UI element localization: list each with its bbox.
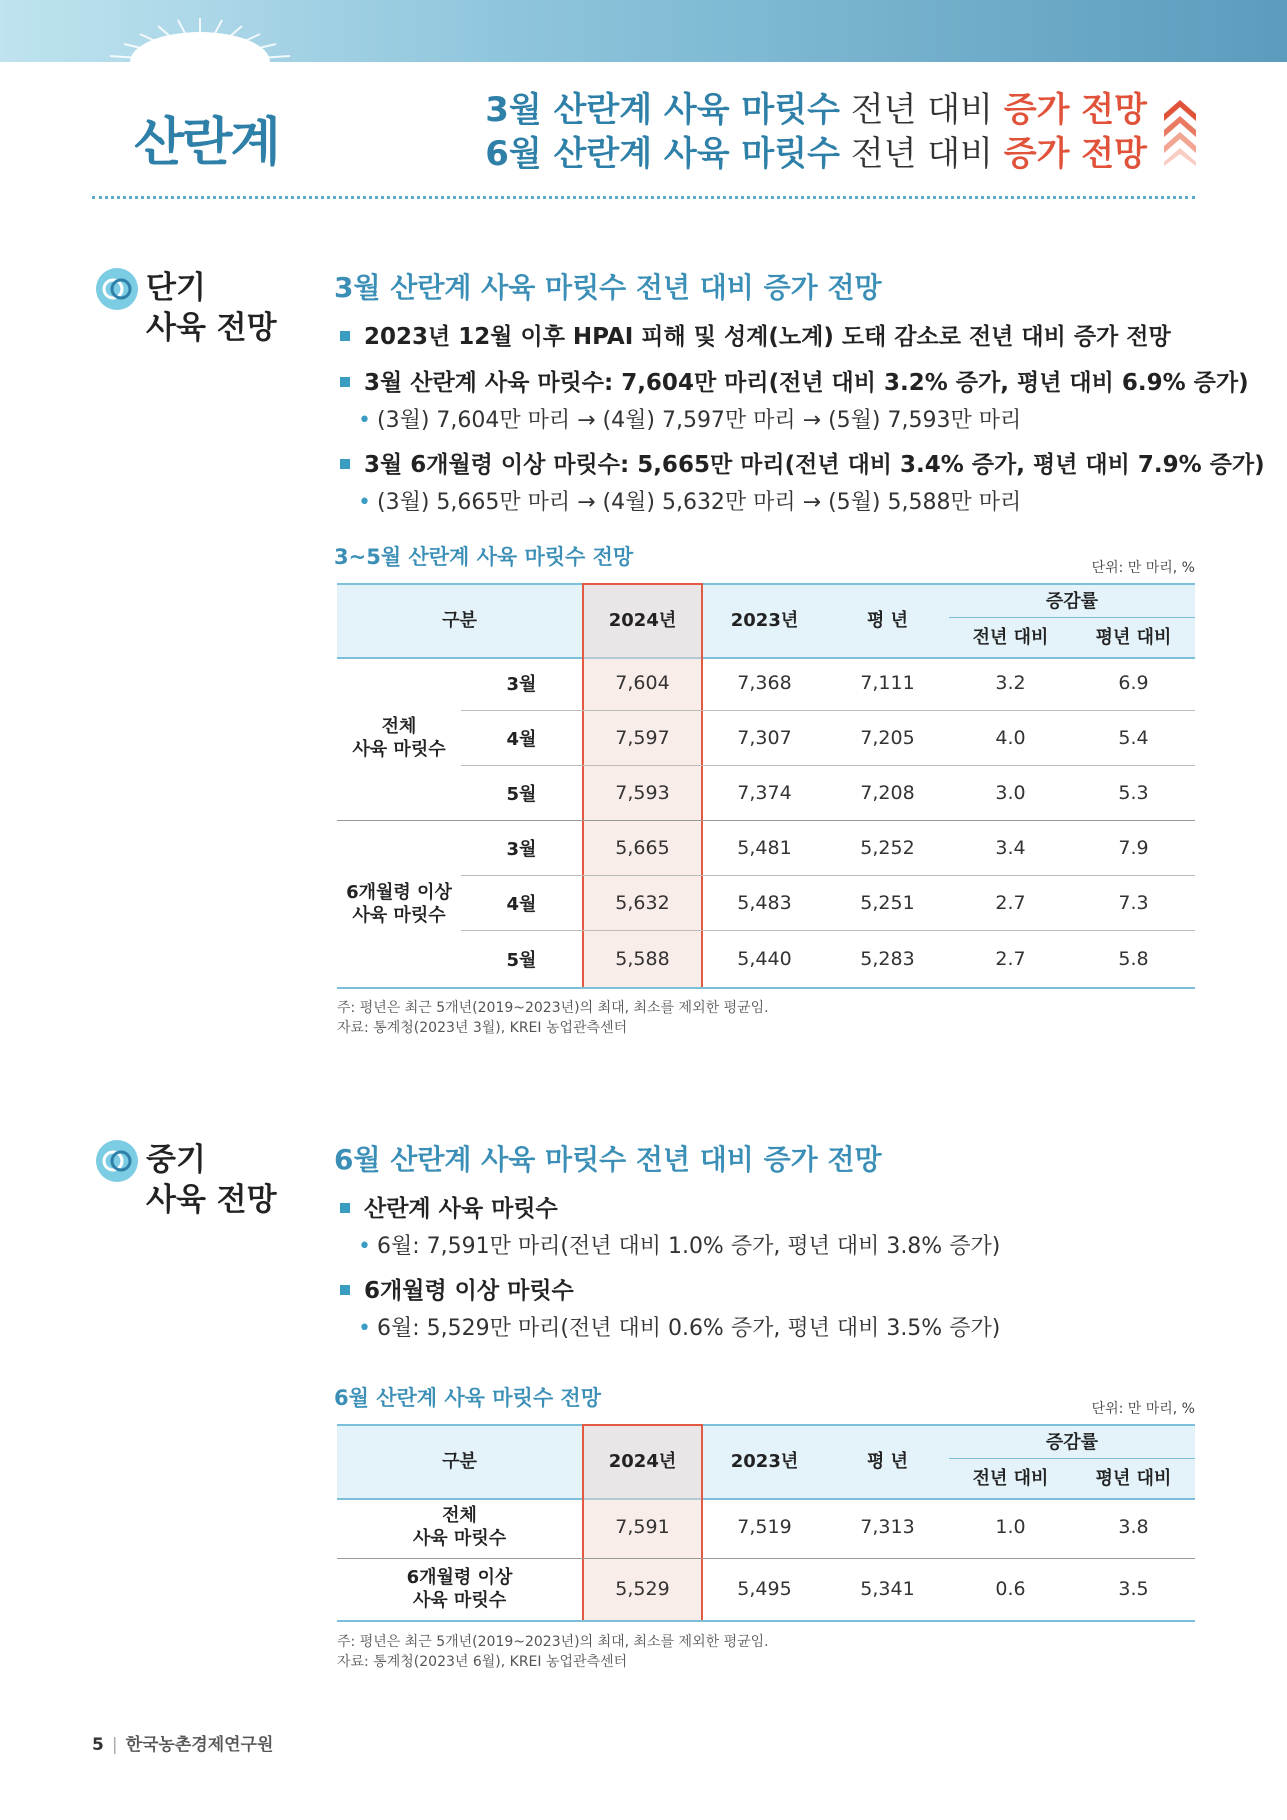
- headline-2-subject: 6월 산란계 사육 마릿수: [485, 134, 840, 174]
- short-table-unit: 단위: 만 마리, %: [1091, 560, 1195, 576]
- cell-average: 7,205: [860, 726, 915, 749]
- mid-table-unit: 단위: 만 마리, %: [1091, 1401, 1195, 1417]
- cell-vs-avg: 5.8: [1118, 947, 1149, 970]
- cell-average: 7,208: [860, 781, 915, 804]
- mid-sub-2: [358, 1311, 1000, 1342]
- cell-vs-prev: 1.0: [995, 1516, 1026, 1538]
- header-vs-avg: 평년 대비: [1095, 1468, 1172, 1489]
- row-total-line1: 전체: [442, 1505, 477, 1526]
- short-table-title: 3~5월 산란계 사육 마릿수 전망: [334, 545, 634, 569]
- footer-organization: 한국농촌경제연구원: [125, 1735, 274, 1755]
- bullet-square-icon: [340, 1203, 350, 1213]
- cell-vs-avg: 3.5: [1118, 1578, 1149, 1600]
- section-circle-icon: [94, 1138, 140, 1184]
- short-term-table: [337, 583, 1195, 989]
- short-bullet-2: [340, 364, 1249, 397]
- short-bullet-3: [340, 446, 1265, 479]
- headline-2-middle: 전년 대비: [839, 134, 1004, 174]
- table-row-total: [337, 1496, 582, 1558]
- sunburst-decoration: [60, 0, 340, 62]
- cell-vs-avg: 6.9: [1118, 671, 1149, 694]
- short-term-label-line1: 단기: [146, 270, 206, 306]
- cell-2024: 5,632: [615, 891, 670, 914]
- header-2024: 2024년: [608, 1451, 677, 1472]
- group-total-line1: 전체: [381, 715, 417, 737]
- bullet-dot-icon: •: [358, 490, 371, 515]
- header-vs-avg: 평년 대비: [1095, 627, 1172, 648]
- table-row-month: 3월: [506, 838, 537, 860]
- mid-note-2: 자료: 통계청(2023년 6월), KREI 농업관측센터: [337, 1654, 628, 1670]
- table-row-6month: [337, 1558, 582, 1620]
- mid-sub-1-text: 6월: 7,591만 마리(전년 대비 1.0% 증가, 평년 대비 3.8% 증가): [376, 1234, 1001, 1259]
- cell-2023: 5,483: [737, 891, 792, 914]
- cell-2023: 5,495: [737, 1578, 792, 1600]
- page-footer: 5 | 한국농촌경제연구원: [92, 1735, 274, 1755]
- table-row-month: 5월: [506, 949, 537, 971]
- cell-average: 5,341: [860, 1578, 915, 1600]
- bullet-square-icon: [340, 1285, 350, 1295]
- cell-vs-prev: 2.7: [995, 891, 1026, 914]
- cell-average: 5,251: [860, 891, 915, 914]
- mid-term-label-line2: 사육 전망: [146, 1182, 277, 1218]
- table-row-month: 4월: [506, 728, 537, 750]
- bullet-square-icon: [340, 459, 350, 469]
- cell-2023: 7,374: [737, 781, 792, 804]
- bullet-square-icon: [340, 377, 350, 387]
- cell-2023: 7,368: [737, 671, 792, 694]
- short-bullet-1-text: 2023년 12월 이후 HPAI 피해 및 성계(노계) 도태 감소로 전년 대비 증가 전망: [364, 324, 1171, 350]
- headline-line-2: [485, 132, 1147, 176]
- headline-2-outlook: 증가 전망: [1003, 134, 1147, 174]
- cell-2023: 5,440: [737, 947, 792, 970]
- mid-table-note: [337, 1632, 769, 1672]
- header-vs-prev: 전년 대비: [972, 1468, 1049, 1489]
- headline-1-subject: 3월 산란계 사육 마릿수: [485, 90, 840, 130]
- mid-table-title: 6월 산란계 사육 마릿수 전망: [334, 1386, 602, 1410]
- row-6month-line1: 6개월령 이상: [406, 1567, 513, 1588]
- mid-bullet-1-text: 산란계 사육 마릿수: [364, 1196, 558, 1222]
- cell-2024: 7,597: [615, 726, 670, 749]
- mid-term-table: [337, 1424, 1195, 1622]
- cell-vs-prev: 4.0: [995, 726, 1026, 749]
- headline-1-middle: 전년 대비: [839, 90, 1004, 130]
- short-term-title: 3월 산란계 사육 마릿수 전년 대비 증가 전망: [334, 271, 882, 304]
- short-term-label-line2: 사육 전망: [146, 310, 277, 346]
- table-row-month: 3월: [506, 673, 537, 695]
- cell-2024: 5,665: [615, 836, 670, 859]
- group-6month-line2: 사육 마릿수: [352, 904, 446, 926]
- row-6month-line2: 사육 마릿수: [412, 1590, 507, 1611]
- cell-vs-prev: 3.0: [995, 781, 1026, 804]
- mid-bullet-1: [340, 1190, 558, 1223]
- table-row-month: 4월: [506, 893, 537, 915]
- cell-vs-avg: 5.4: [1118, 726, 1149, 749]
- short-bullet-2-text: 3월 산란계 사육 마릿수: 7,604만 마리(전년 대비 3.2% 증가, 평년 대비 6.9% 증가): [364, 370, 1249, 396]
- header-gubun: 구분: [442, 1451, 477, 1472]
- page-brand-title: 산란계: [134, 113, 279, 173]
- header-change: 증감률: [1045, 591, 1099, 612]
- headline: [485, 88, 1147, 176]
- cell-vs-avg: 3.8: [1118, 1516, 1149, 1538]
- group-6month: [337, 820, 461, 987]
- bullet-dot-icon: •: [358, 408, 371, 433]
- mid-bullet-2: [340, 1272, 574, 1305]
- increase-chevron-icon: [1162, 94, 1198, 166]
- bullet-square-icon: [340, 331, 350, 341]
- cell-vs-prev: 3.2: [995, 671, 1026, 694]
- header-average: 평 년: [866, 1451, 909, 1472]
- short-bullet-3-text: 3월 6개월령 이상 마릿수: 5,665만 마리(전년 대비 3.4% 증가, 평년 대비 7.9% 증가): [364, 452, 1265, 478]
- cell-vs-avg: 7.3: [1118, 891, 1149, 914]
- short-note-1: 주: 평년은 최근 5개년(2019~2023년)의 최대, 최소를 제외한 평균임.: [337, 1000, 769, 1016]
- short-sub-2-text: (3월) 7,604만 마리 → (4월) 7,597만 마리 → (5월) 7,593만 마리: [376, 408, 1022, 433]
- cell-2023: 7,519: [737, 1516, 792, 1538]
- cell-2024: 5,588: [615, 947, 670, 970]
- short-sub-3: [358, 485, 1021, 516]
- page-number: 5: [92, 1735, 104, 1755]
- cell-vs-prev: 2.7: [995, 947, 1026, 970]
- mid-bullet-2-text: 6개월령 이상 마릿수: [364, 1278, 574, 1304]
- cell-2023: 7,307: [737, 726, 792, 749]
- header-vs-prev: 전년 대비: [972, 627, 1049, 648]
- cell-2023: 5,481: [737, 836, 792, 859]
- mid-note-1: 주: 평년은 최근 5개년(2019~2023년)의 최대, 최소를 제외한 평균임.: [337, 1634, 769, 1650]
- cell-2024: 7,604: [615, 671, 670, 694]
- bullet-dot-icon: •: [358, 1316, 371, 1341]
- header-2023: 2023년: [730, 1451, 799, 1472]
- cell-vs-prev: 3.4: [995, 836, 1026, 859]
- headline-1-outlook: 증가 전망: [1003, 90, 1147, 130]
- header-average: 평 년: [866, 610, 909, 631]
- short-sub-3-text: (3월) 5,665만 마리 → (4월) 5,632만 마리 → (5월) 5,588만 마리: [376, 490, 1022, 515]
- group-total: [337, 655, 461, 820]
- mid-term-label-line1: 중기: [146, 1142, 206, 1178]
- cell-vs-avg: 5.3: [1118, 781, 1149, 804]
- cell-vs-prev: 0.6: [995, 1578, 1026, 1600]
- mid-sub-1: [358, 1229, 1000, 1260]
- short-table-note: [337, 998, 769, 1038]
- header-2024: 2024년: [608, 610, 677, 631]
- header-change: 증감률: [1045, 1432, 1099, 1453]
- headline-line-1: [485, 88, 1147, 132]
- short-sub-2: [358, 403, 1021, 434]
- short-note-2: 자료: 통계청(2023년 3월), KREI 농업관측센터: [337, 1020, 628, 1036]
- group-total-line2: 사육 마릿수: [352, 738, 446, 760]
- group-6month-line1: 6개월령 이상: [346, 881, 452, 903]
- cell-average: 7,313: [860, 1516, 915, 1538]
- mid-sub-2-text: 6월: 5,529만 마리(전년 대비 0.6% 증가, 평년 대비 3.5% 증가): [376, 1316, 1001, 1341]
- header-divider: [92, 196, 1195, 199]
- cell-2024: 7,593: [615, 781, 670, 804]
- row-total-line2: 사육 마릿수: [412, 1528, 507, 1549]
- cell-vs-avg: 7.9: [1118, 836, 1149, 859]
- cell-2024: 7,591: [615, 1516, 670, 1538]
- header-2023: 2023년: [730, 610, 799, 631]
- cell-2024: 5,529: [615, 1578, 670, 1600]
- header-gubun: 구분: [442, 610, 477, 631]
- bullet-dot-icon: •: [358, 1234, 371, 1259]
- cell-average: 5,252: [860, 836, 915, 859]
- short-bullet-1: [340, 318, 1171, 351]
- table-row-month: 5월: [506, 783, 537, 805]
- section-circle-icon: [94, 266, 140, 312]
- cell-average: 7,111: [860, 671, 915, 694]
- mid-term-title: 6월 산란계 사육 마릿수 전년 대비 증가 전망: [334, 1143, 882, 1176]
- cell-average: 5,283: [860, 947, 915, 970]
